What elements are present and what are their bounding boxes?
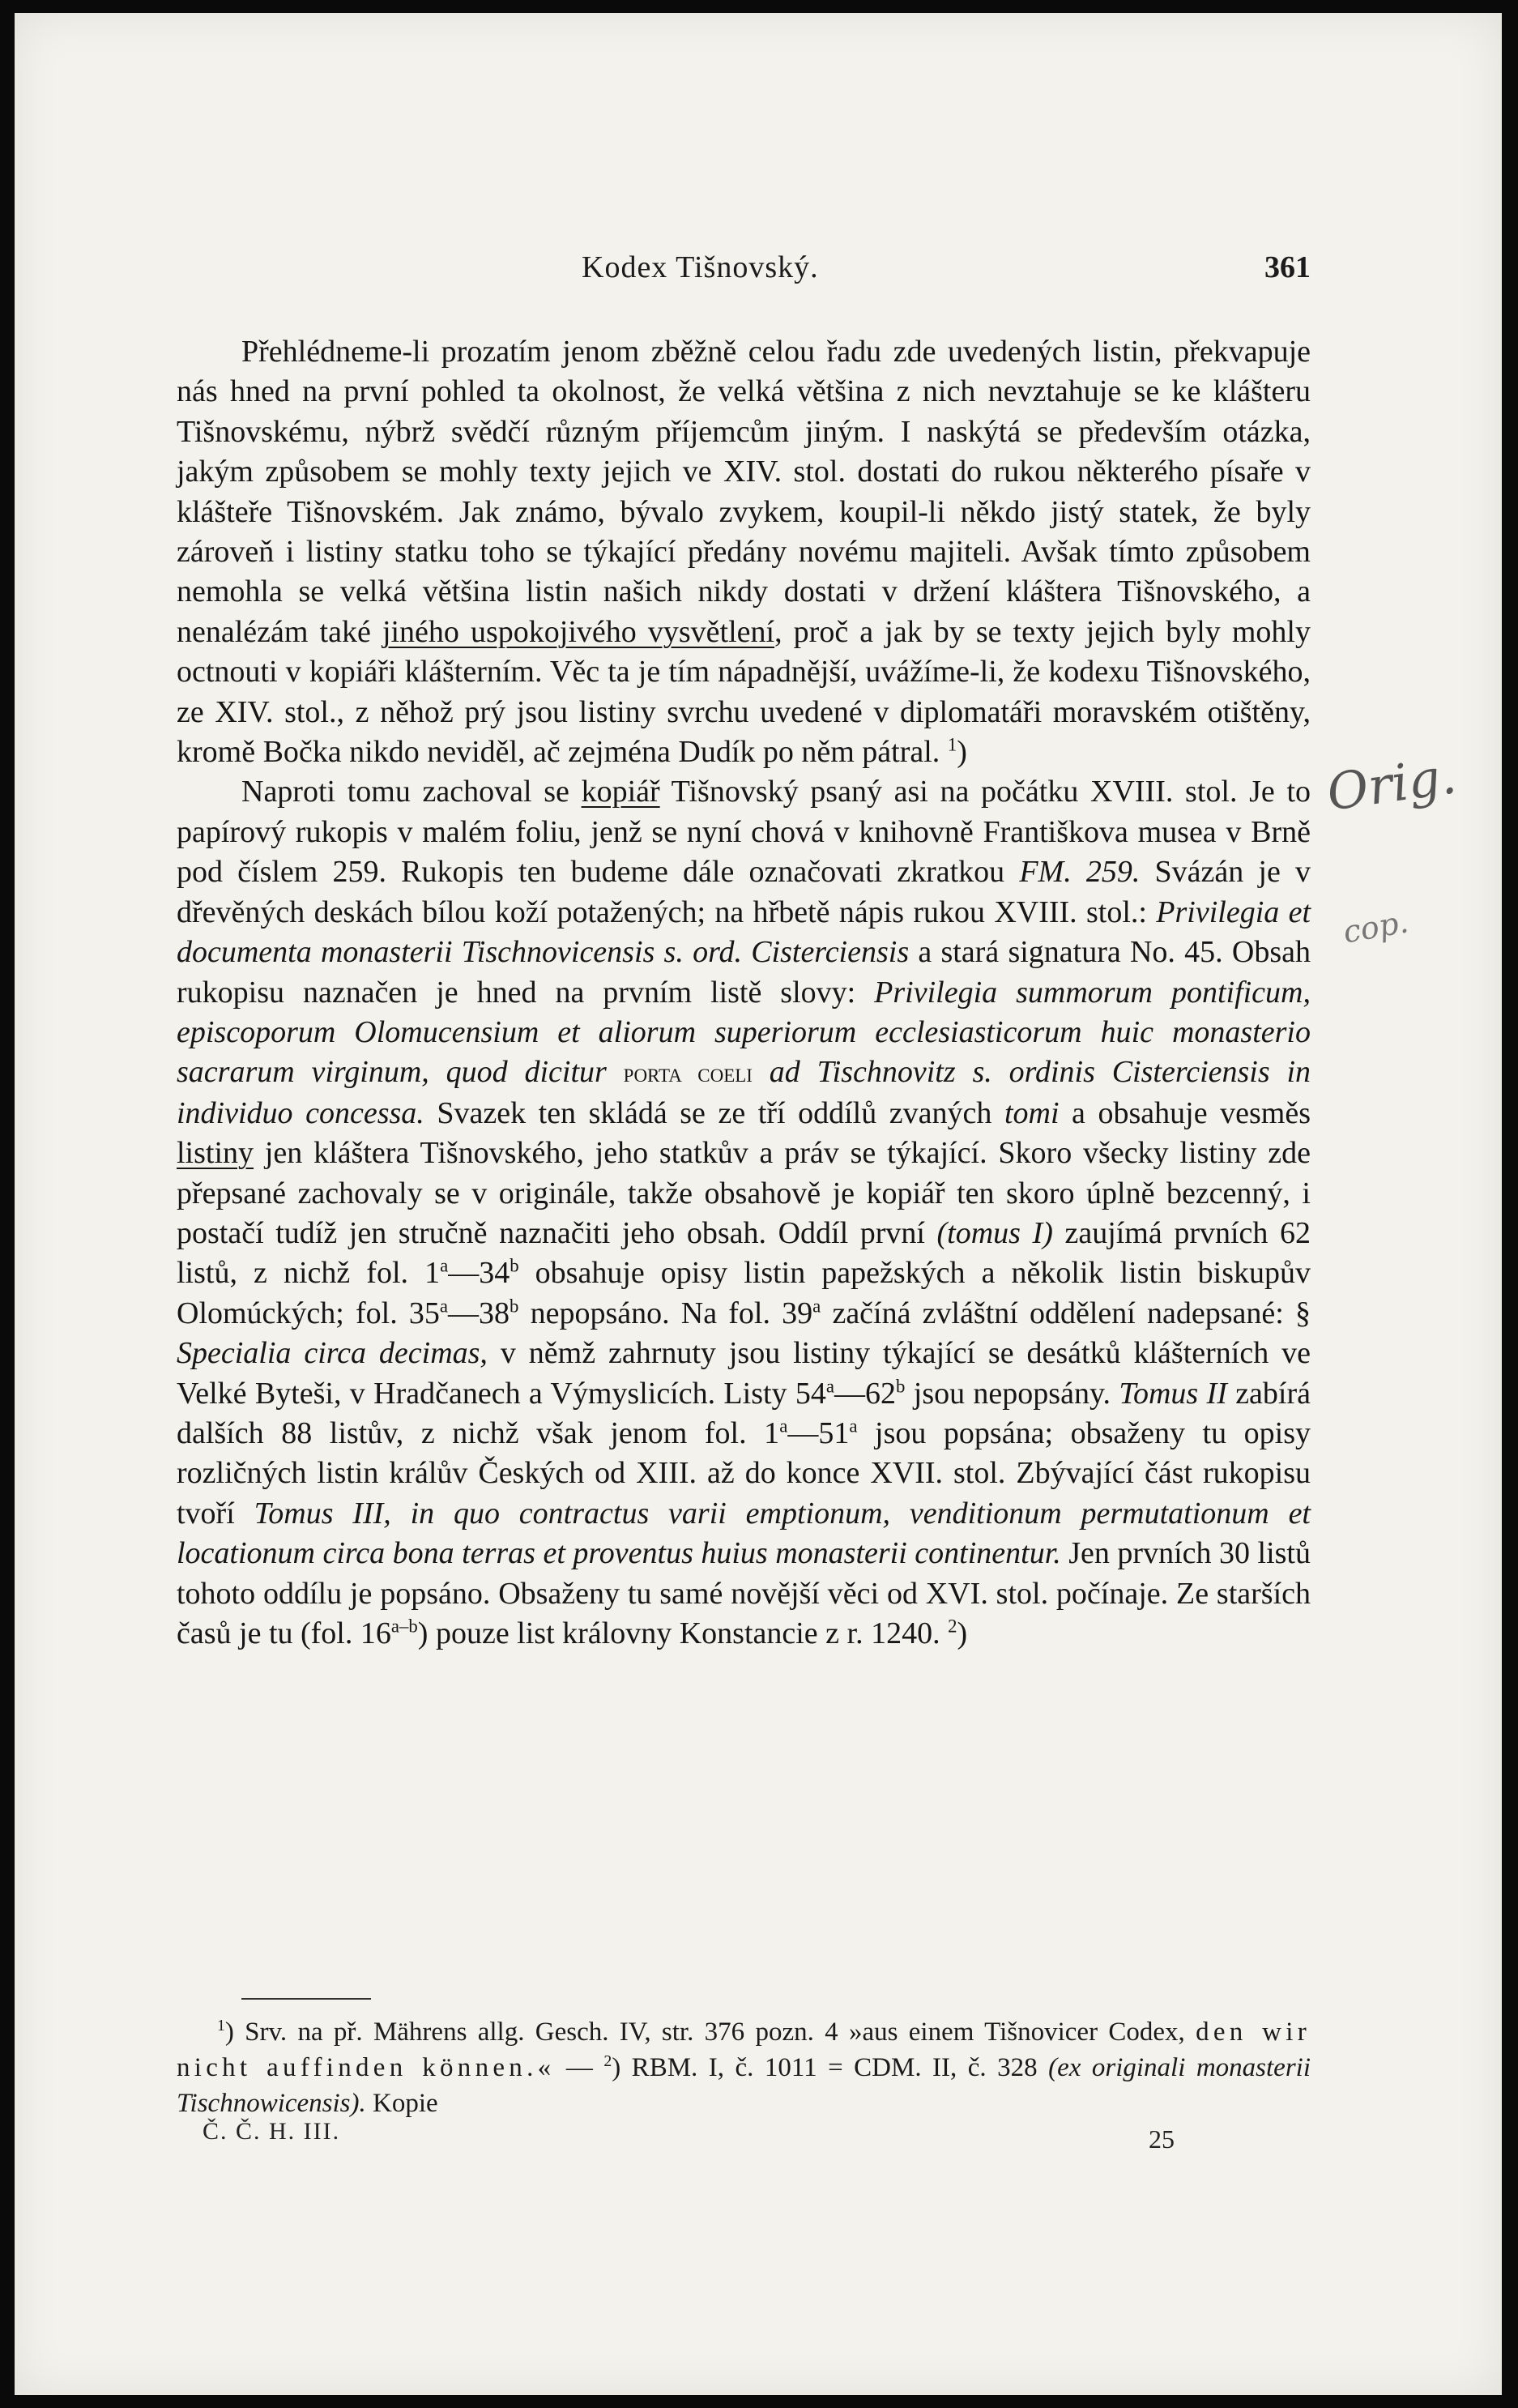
printer-signature: Č. Č. H. III.	[203, 2118, 341, 2145]
sheet-number: 25	[1149, 2124, 1175, 2154]
document-page	[15, 13, 1502, 2395]
footnote-ref-1: 1	[947, 734, 957, 755]
body-text	[177, 332, 1311, 1654]
margin-note-orig: Orig.	[1323, 745, 1460, 822]
margin-note-cop: cop.	[1340, 903, 1411, 950]
paragraph-1: Přehlédneme-li prozatím jenom zběžně celou řadu zde uvedených listin, překvapuje nás hned na první pohled ta okolnost, že velká většina z nich nevztahuje se ke klášteru Tišnovskému, nýbrž svědčí různým příjemcům jiným. I naskýtá se především otázka, jakým způsobem se mohly texty jejich ve XIV. stol. dostati do rukou některého písaře v klášteře Tišnovském. Jak známo, bývalo zvykem, koupil-li někdo jistý statek, že byly zároveň i listiny statku toho se týkající předány novému majiteli. Avšak tímto způsobem nemohla se velká většina listin našich nikdy dostati v držení kláštera Tišnovského, a nenalézám také jiného uspokojivého vysvětlení, proč a jak by se texty jejich byly mohly octnouti v kopiáři klášterním. Věc ta je tím nápadnější, uvážíme-li, že kodexu Tišnovského, ze XIV. stol., z něhož prý jsou listiny svrchu uvedené v diplomatáři moravském otištěny, kromě Bočka nikdo neviděl, ač zejména Dudík po něm pátral. $^1$)	[177, 335, 1311, 770]
footnote-rule	[241, 1998, 371, 2000]
footnote-block: $^1$) Srv. na př. Mährens allg. Gesch. IV, str. 376 pozn. 4 »aus einem Tišnovicer Codex, den wir nicht auffinden können.« — $^2$) RBM. I, č. 1011 = CDM. II, č. 328 (ex originali monasterii Tischnowicensis). Kopie	[177, 2017, 1311, 2118]
paragraph-2: Naproti tomu zachoval se kopiář Tišnovský psaný asi na počátku XVIII. stol. Je to papírový rukopis v malém foliu, jenž se nyní chová v knihovně Františkova musea v Brně pod číslem 259. Rukopis ten budeme dále označovati zkratkou FM. 259. Svázán je v dřevěných deskách bílou koží potažených; na hřbetě nápis rukou XVIII. stol.: Privilegia et documenta monasterii Tischnovicensis s. ord. Cisterciensis a stará signatura No. 45. Obsah rukopisu naznačen je hned na prvním listě slovy: Privilegia summorum pontificum, episcoporum Olomucensium et aliorum superiorum ecclesiasticorum huic monasterio sacrarum virginum, quod dicitur porta coeli ad Tischnovitz s. ordinis Cisterciensis in individuo concessa. Svazek ten skládá se ze tří oddílů zvaných tomi a obsahuje vesměs listiny jen kláštera Tišnovského, jeho statkův a práv se týkající. Skoro všecky listiny zde přepsané zachovaly se v originále, takže obsahově je kopiář ten skoro úplně bezcenný, i postačí tudíž jen stručně naznačiti jeho obsah. Oddíl první (tomus I) zaujímá prvních 62 listů, z nichž fol. 1$^a$—34$^b$ obsahuje opisy listin papežských a několik listin biskupův Olomúckých; fol. 35$^a$—38$^b$ nepopsáno. Na fol. 39$^a$ začíná zvláštní oddělení nadepsané: § Specialia circa decimas, v němž zahrnuty jsou listiny týkající se desátků klášterních ve Velké Byteši, v Hradčanech a Výmyslicích. Listy 54$^a$—62$^b$ jsou nepopsány. Tomus II zabírá dalších 88 listův, z nichž však jenom fol. 1$^a$—51$^a$ jsou popsána; obsaženy tu opisy rozličných listin králův Českých od XIII. až do konce XVII. stol. Zbývající část rukopisu tvoří Tomus III, in quo contractus varii emptionum, venditionum permutationum et locationum circa bona terras et proventus huius monasterii continentur. Jen prvních 30 listů tohoto oddílu je popsáno. Obsaženy tu samé novější věci od XVI. stol. počínaje. Ze starších časů je tu (fol. 16$^{a-b}$) pouze list královny Konstancie z r. 1240. $^2$)	[177, 775, 1311, 1650]
underlined-kopiar: kopiář	[581, 775, 660, 809]
running-head: Kodex Tišnovský.	[582, 250, 819, 284]
underlined-phrase: jiného uspokojivého vysvětlení	[382, 614, 775, 649]
footnotes	[177, 2014, 1311, 2121]
page-number: 361	[1264, 250, 1311, 284]
footnote-ref-2: 2	[948, 1616, 957, 1637]
